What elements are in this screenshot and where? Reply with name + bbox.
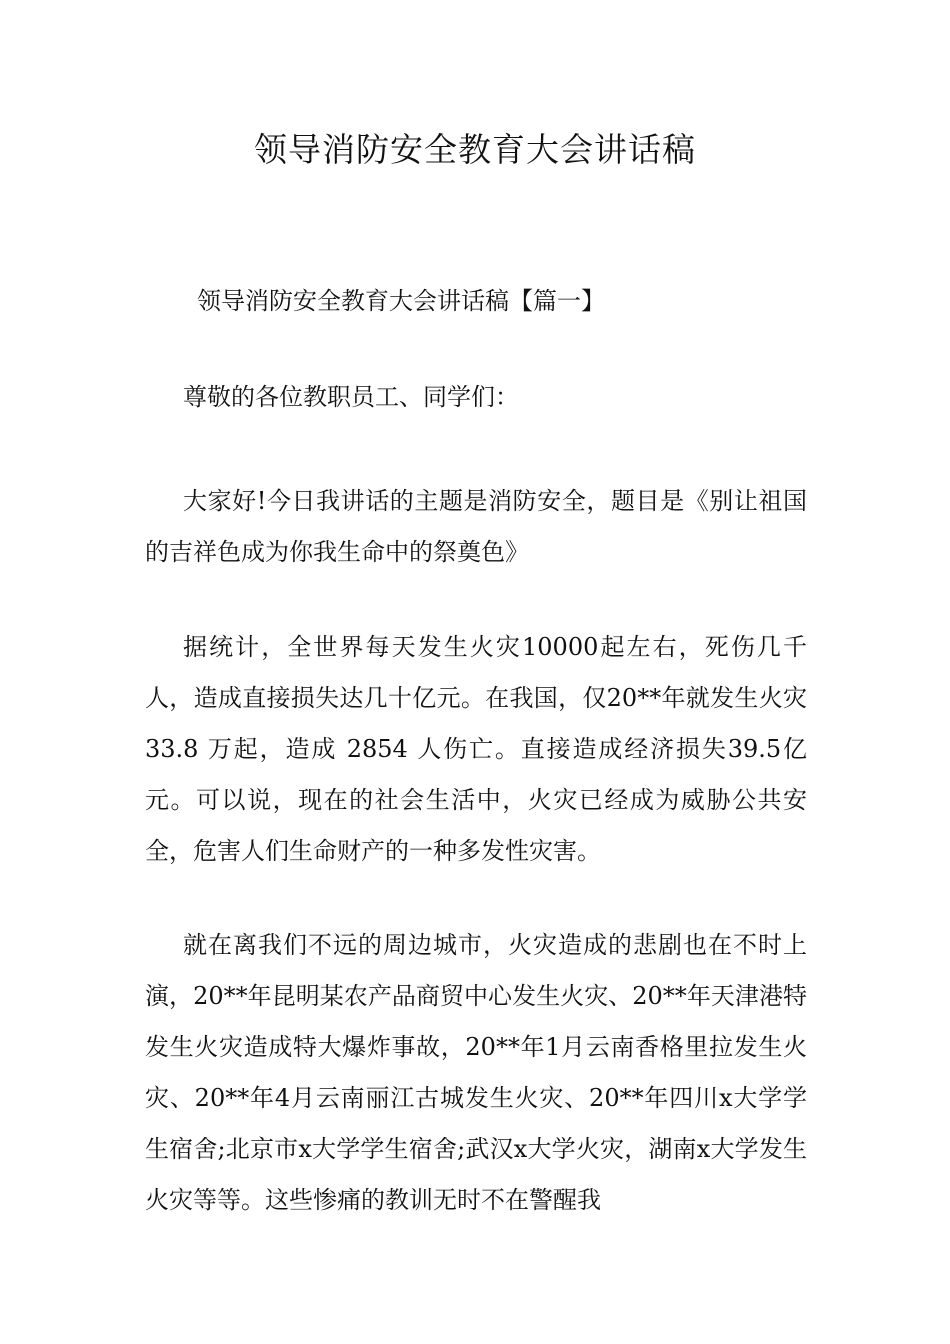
salutation: 尊敬的各位教职员工、同学们： [183, 383, 519, 411]
section-heading: 领导消防安全教育大会讲话稿【篇一】 [197, 287, 605, 315]
paragraph-statistics: 据统计，全世界每天发生火灾10000起左右，死伤几千人，造成直接损失达几十亿元。在我国，仅20**年就发生火灾 33.8 万起，造成 2854 人伤亡。直接造成经济损失39.5亿元。可以说，现在的社会生活中，火灾已经成为威胁公共安全，危害人们生命财产的一种多发性灾害。 [145, 633, 807, 865]
document-title: 领导消防安全教育大会讲话稿 [254, 130, 696, 169]
paragraph-incidents: 就在离我们不远的周边城市，火灾造成的悲剧也在不时上演，20**年昆明某农产品商贸中心发生火灾、20**年天津港特发生火灾造成特大爆炸事故，20**年1月云南香格里拉发生火灾、20**年4月云南丽江古城发生火灾、20**年四川x大学学生宿舍;北京市x大学学生宿舍;武汉x大学火灾，湖南x大学发生火灾等等。这些惨痛的教训无时不在警醒我 [145, 931, 807, 1214]
paragraph-intro: 大家好!今日我讲话的主题是消防安全，题目是《别让祖国的吉祥色成为你我生命中的祭奠色》 [145, 487, 807, 566]
